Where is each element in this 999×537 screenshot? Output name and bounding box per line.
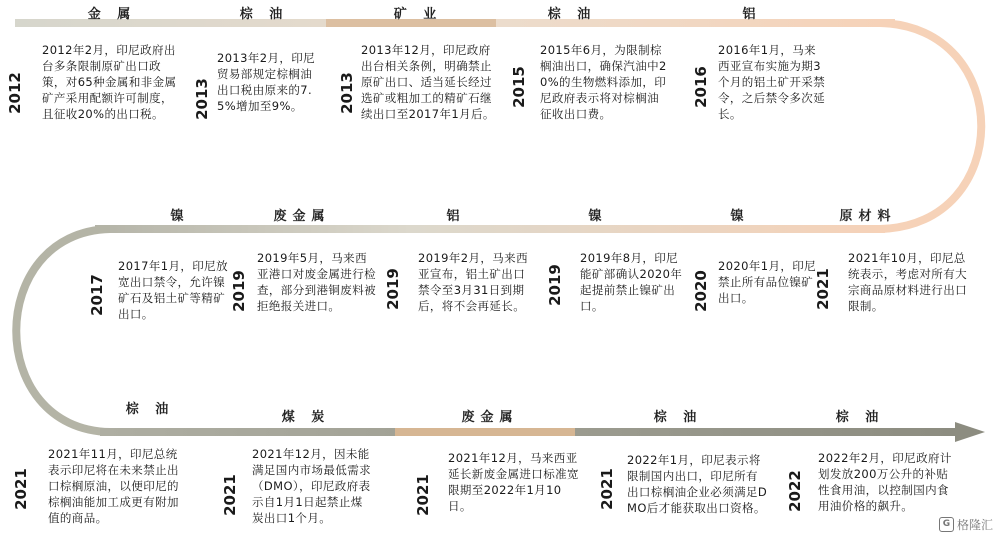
year-label: 2015 bbox=[510, 66, 528, 108]
year-label: 2022 bbox=[786, 470, 804, 512]
year-label: 2017 bbox=[88, 274, 106, 316]
event-text: 2012年2月，印尼政府出台多条限制原矿出口政策，对65种金属和非金属矿产采用配额许可制度，且征收20%的出口税。 bbox=[42, 43, 177, 121]
event-text: 2013年2月，印尼贸易部规定棕榈油出口税由原来的7.5%增加至9%。 bbox=[217, 51, 316, 113]
category-label: 棕 油 bbox=[547, 7, 597, 22]
event-text: 2017年1月，印尼放宽出口禁令，允许镍矿石及铝土矿等精矿出口。 bbox=[118, 259, 228, 321]
year-label: 2020 bbox=[692, 270, 710, 312]
event-text: 2013年12月，印尼政府出台相关条例，明确禁止原矿出口、适当延长经过选矿或粗加工的精矿石继续出口至2017年1月后。 bbox=[361, 43, 495, 121]
category-label: 金 属 bbox=[87, 7, 137, 22]
year-label: 2013 bbox=[193, 78, 211, 120]
category-label: 煤 炭 bbox=[281, 410, 331, 425]
event-text: 2021年10月，印尼总统表示，考虑对所有大宗商品原材料进行出口限制。 bbox=[848, 251, 967, 313]
category-label: 废金属 bbox=[461, 410, 519, 425]
event-text: 2019年2月，马来西亚宣布，铝土矿出口禁令至3月31日到期后，将不会再延长。 bbox=[418, 251, 528, 313]
year-label: 2019 bbox=[230, 270, 248, 312]
category-label: 棕 油 bbox=[239, 7, 289, 22]
event-text: 2016年1月，马来西亚宣布实施为期3个月的铝土矿开采禁令，之后禁令多次延长。 bbox=[718, 43, 826, 121]
watermark-logo-icon: G bbox=[939, 517, 954, 532]
category-label: 棕 油 bbox=[125, 402, 175, 417]
category-label: 铝 bbox=[446, 209, 466, 224]
year-label: 2021 bbox=[221, 474, 239, 516]
left-curve bbox=[16, 229, 110, 432]
year-label: 2021 bbox=[414, 474, 432, 516]
category-label: 铝 bbox=[742, 7, 762, 22]
right-curve bbox=[880, 23, 981, 229]
event-text: 2021年12月，马来西亚延长新废金属进口标准宽限期至2022年1月10日。 bbox=[448, 451, 579, 513]
category-label: 镍 bbox=[170, 209, 190, 224]
year-label: 2013 bbox=[338, 72, 356, 114]
event-text: 2019年8月，印尼能矿部确认2020年起提前禁止镍矿出口。 bbox=[580, 251, 683, 313]
watermark bbox=[939, 516, 993, 533]
middle-band bbox=[95, 225, 885, 233]
arrow-head bbox=[955, 422, 985, 442]
category-label: 镍 bbox=[730, 209, 750, 224]
category-label: 棕 油 bbox=[653, 410, 703, 425]
category-label: 棕 油 bbox=[835, 410, 885, 425]
year-label: 2019 bbox=[546, 264, 564, 306]
year-label: 2021 bbox=[814, 268, 832, 310]
event-text: 2015年6月，为限制棕榈油出口，确保汽油中20%的生物燃料添加，印尼政府表示将对棕榈油征收出口费。 bbox=[540, 43, 667, 121]
category-label: 废金属 bbox=[273, 209, 331, 224]
event-text: 2019年5月，马来西亚港口对废金属进行检查，部分到港铜废料被拒绝报关进口。 bbox=[257, 251, 376, 313]
watermark-text: 格隆汇 bbox=[956, 518, 993, 532]
event-text: 2022年2月，印尼政府计划发放200万公升的补贴性食用油，以控制国内食用油价格的飙升。 bbox=[818, 451, 952, 513]
year-label: 2012 bbox=[6, 72, 24, 114]
event-text: 2021年12月，因未能满足国内市场最低需求（DMO），印尼政府表示自1月1日起禁止煤炭出口1个月。 bbox=[252, 447, 371, 525]
category-label: 原材料 bbox=[839, 209, 897, 224]
category-label: 矿 业 bbox=[393, 7, 443, 22]
year-label: 2016 bbox=[692, 66, 710, 108]
year-label: 2021 bbox=[12, 468, 30, 510]
event-text: 2020年1月，印尼禁止所有品位镍矿出口。 bbox=[718, 259, 817, 305]
bottom-band-highlight bbox=[395, 428, 575, 436]
year-label: 2021 bbox=[598, 468, 616, 510]
event-text: 2022年1月，印尼表示将限制国内出口，印尼所有出口棕榈油企业必须满足DMO后才能获取出口资格。 bbox=[627, 453, 768, 515]
year-label: 2019 bbox=[384, 268, 402, 310]
event-text: 2021年11月，印尼总统表示印尼将在未来禁止出口棕榈原油，以便印尼的棕榈油能加工成更有附加值的商品。 bbox=[48, 447, 179, 525]
category-label: 镍 bbox=[588, 209, 608, 224]
